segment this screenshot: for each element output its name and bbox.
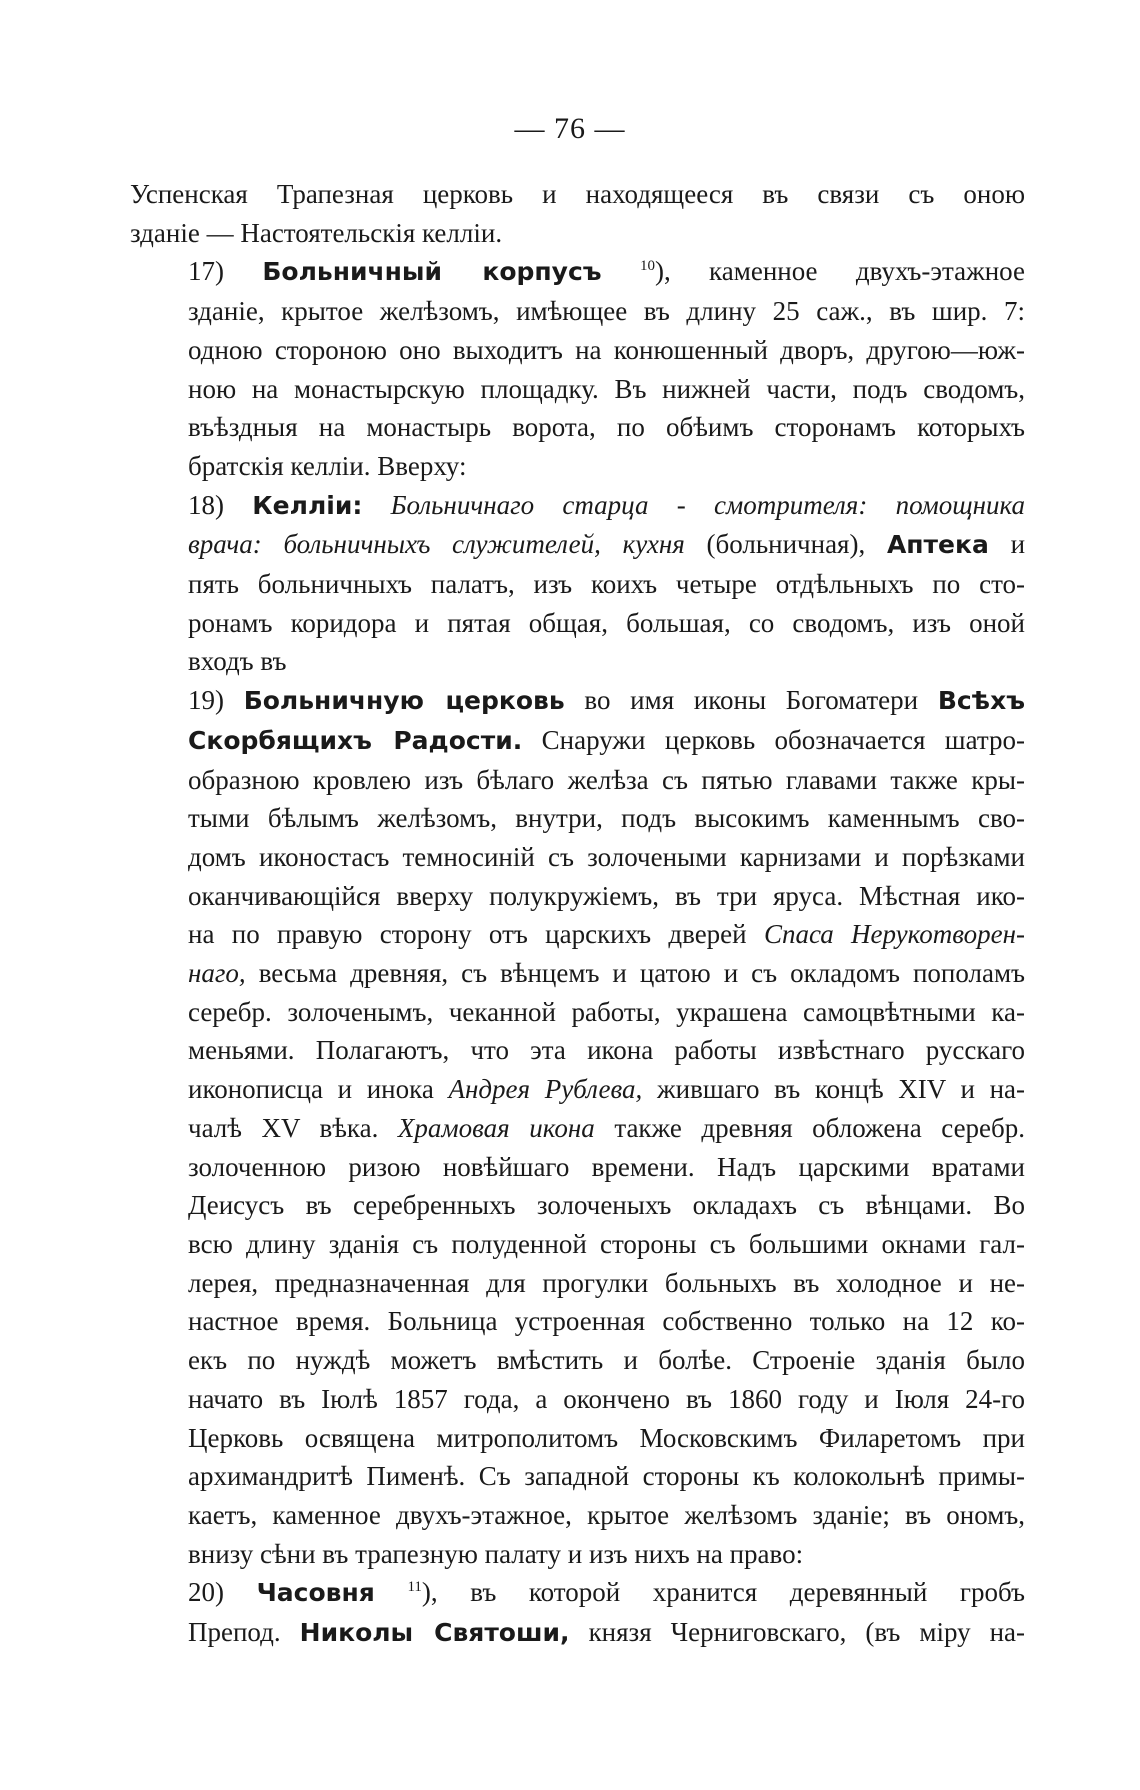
heading-saint-name: Николы Святоши, (299, 1618, 570, 1648)
italic-text: Больничнаго старца - смотрителя: помощника (390, 489, 1026, 520)
text-span: жившаго въ концѣ XIV и на- (656, 1074, 1025, 1105)
text-line: зданіе, крытое желѣзомъ, имѣющее въ длину 25 саж., въ шир. 7: (188, 296, 1025, 327)
text-line: всю длину зданія съ полуденной стороны съ большими окнами гал- (188, 1228, 1025, 1259)
italic-text: Спаса Нерукотворен- (763, 919, 1025, 950)
text-span: ), въ которой хранится деревянный гробъ (421, 1577, 1025, 1608)
heading-icon-name: Всѣхъ (937, 686, 1025, 716)
text-span: также древняя обложена серебр. (614, 1112, 1026, 1143)
text-line: Церковь освящена митрополитомъ Московскимъ Филаретомъ при (188, 1422, 1025, 1453)
text-line: входъ въ (188, 646, 287, 677)
text-line: пять больничныхъ палатъ, изъ коихъ четыре отдѣльныхъ по сто- (188, 569, 1025, 600)
italic-text: Андрея Рублева, (448, 1074, 643, 1105)
text-line: золоченною ризою новѣйшаго времени. Надъ царскими вратами (188, 1151, 1025, 1182)
text-span: Препод. (188, 1617, 281, 1648)
heading-icon-name-cont: Скорбящихъ Радости. (188, 725, 523, 755)
text-line (130, 1109, 1025, 1148)
item-number: 20) (188, 1577, 224, 1608)
text-line: въѣздныя на монастырь ворота, по обѣимъ сторонамъ которыхъ (188, 412, 1025, 443)
text-line: Успенская Трапезная церковь и находящееся въ связи съ оною (130, 179, 1025, 209)
text-line (130, 525, 1025, 565)
text-line: лерея, предназначенная для прогулки больныхъ въ холодное и не- (188, 1267, 1025, 1298)
text-line: оканчивающійся вверху полукружіемъ, въ три яруса. Мѣстная ико- (188, 880, 1025, 911)
text-line (130, 486, 1025, 526)
text-line: меньями. Полагаютъ, что эта икона работы извѣстнаго русскаго (188, 1035, 1025, 1066)
text-line (130, 1573, 1025, 1613)
text-span: князя Черниговскаго, (въ міру на- (588, 1617, 1026, 1648)
paragraph-intro (130, 175, 1025, 252)
heading-chapel: Часовня (256, 1578, 375, 1608)
text-line: братскія келліи. Вверху: (188, 450, 467, 481)
text-line: архимандритѣ Пименѣ. Съ западной стороны къ колокольнѣ примы- (188, 1461, 1025, 1492)
text-span: (больничная), (706, 529, 866, 560)
text-line: ною на монастырскую площадку. Въ нижней части, подъ сводомъ, (188, 373, 1025, 404)
text-line (130, 954, 1025, 993)
text-line (130, 1613, 1025, 1653)
text-line: каетъ, каменное двухъ-этажное, крытое желѣзомъ зданіе; въ ономъ, (188, 1499, 1025, 1530)
italic-text: врача: больничныхъ служителей, кухня (188, 529, 685, 560)
heading-cells: Келліи: (252, 490, 363, 520)
text-line: одною стороною оно выходитъ на конюшенный дворъ, другою—юж- (188, 334, 1025, 365)
text-line: тыми бѣлымъ желѣзомъ, внутри, подъ высокимъ каменнымъ сво- (188, 803, 1025, 834)
page-number: — 76 — (514, 112, 626, 145)
text-span: во имя иконы Богоматери (584, 685, 919, 716)
text-line: ронамъ коридора и пятая общая, большая, со сводомъ, изъ оной (188, 607, 1025, 638)
paragraph-20 (130, 1573, 1025, 1652)
text-span: и (1010, 529, 1026, 560)
heading-pharmacy: Аптека (886, 530, 989, 560)
text-line: внизу сѣни въ трапезную палату и изъ нихъ на право: (188, 1538, 804, 1569)
text-line (130, 252, 1025, 292)
item-number: 17) (188, 256, 224, 287)
footnote-ref: 11 (407, 1579, 422, 1596)
text-line: екъ по нуждѣ можетъ вмѣстить и болѣе. Строеніе зданія было (188, 1345, 1025, 1376)
paragraph-17 (130, 252, 1025, 485)
text-line: серебр. золоченымъ, чеканной работы, украшена самоцвѣтными ка- (188, 996, 1025, 1027)
text-span: Снаружи церковь обозначается шатро- (541, 724, 1026, 755)
text-span: на по правую сторону отъ царскихъ дверей (188, 919, 747, 950)
text-span: ), каменное двухъ-этажное (654, 256, 1025, 287)
text-line: домъ иконостасъ темносиній съ золочеными карнизами и порѣзками (188, 841, 1025, 872)
text-line (130, 1070, 1025, 1109)
text-line (130, 681, 1025, 721)
italic-text: наго, (188, 958, 246, 989)
heading-hospital-church: Больничную церковь (243, 686, 565, 716)
text-line (130, 915, 1025, 954)
text-span: весьма древняя, съ вѣнцемъ и цатою и съ окладомъ пополамъ (258, 958, 1025, 989)
text-line: зданіе — Настоятельскія келліи. (130, 217, 503, 248)
text-span: чалѣ XV вѣка. (188, 1112, 379, 1143)
body-text (130, 175, 1025, 1653)
text-line: Деисусъ въ серебренныхъ золоченыхъ окладахъ съ вѣнцами. Во (188, 1190, 1025, 1221)
heading-hospital-building: Больничный корпусъ (262, 257, 602, 287)
text-line: образною кровлею изъ бѣлаго желѣза съ пятью главами также кры- (188, 764, 1025, 795)
text-line (130, 721, 1025, 761)
text-line: настное время. Больница устроенная собственно только на 12 ко- (188, 1306, 1025, 1337)
paragraph-19 (130, 681, 1025, 1573)
text-line: начато въ Іюлѣ 1857 года, а окончено въ 1860 году и Іюля 24-го (188, 1383, 1025, 1414)
footnote-ref: 10 (639, 258, 655, 275)
italic-text: Храмовая икона (397, 1112, 595, 1143)
paragraph-18 (130, 486, 1025, 682)
item-number: 18) (188, 489, 224, 520)
text-span: иконописца и инока (188, 1074, 434, 1105)
item-number: 19) (188, 685, 224, 716)
